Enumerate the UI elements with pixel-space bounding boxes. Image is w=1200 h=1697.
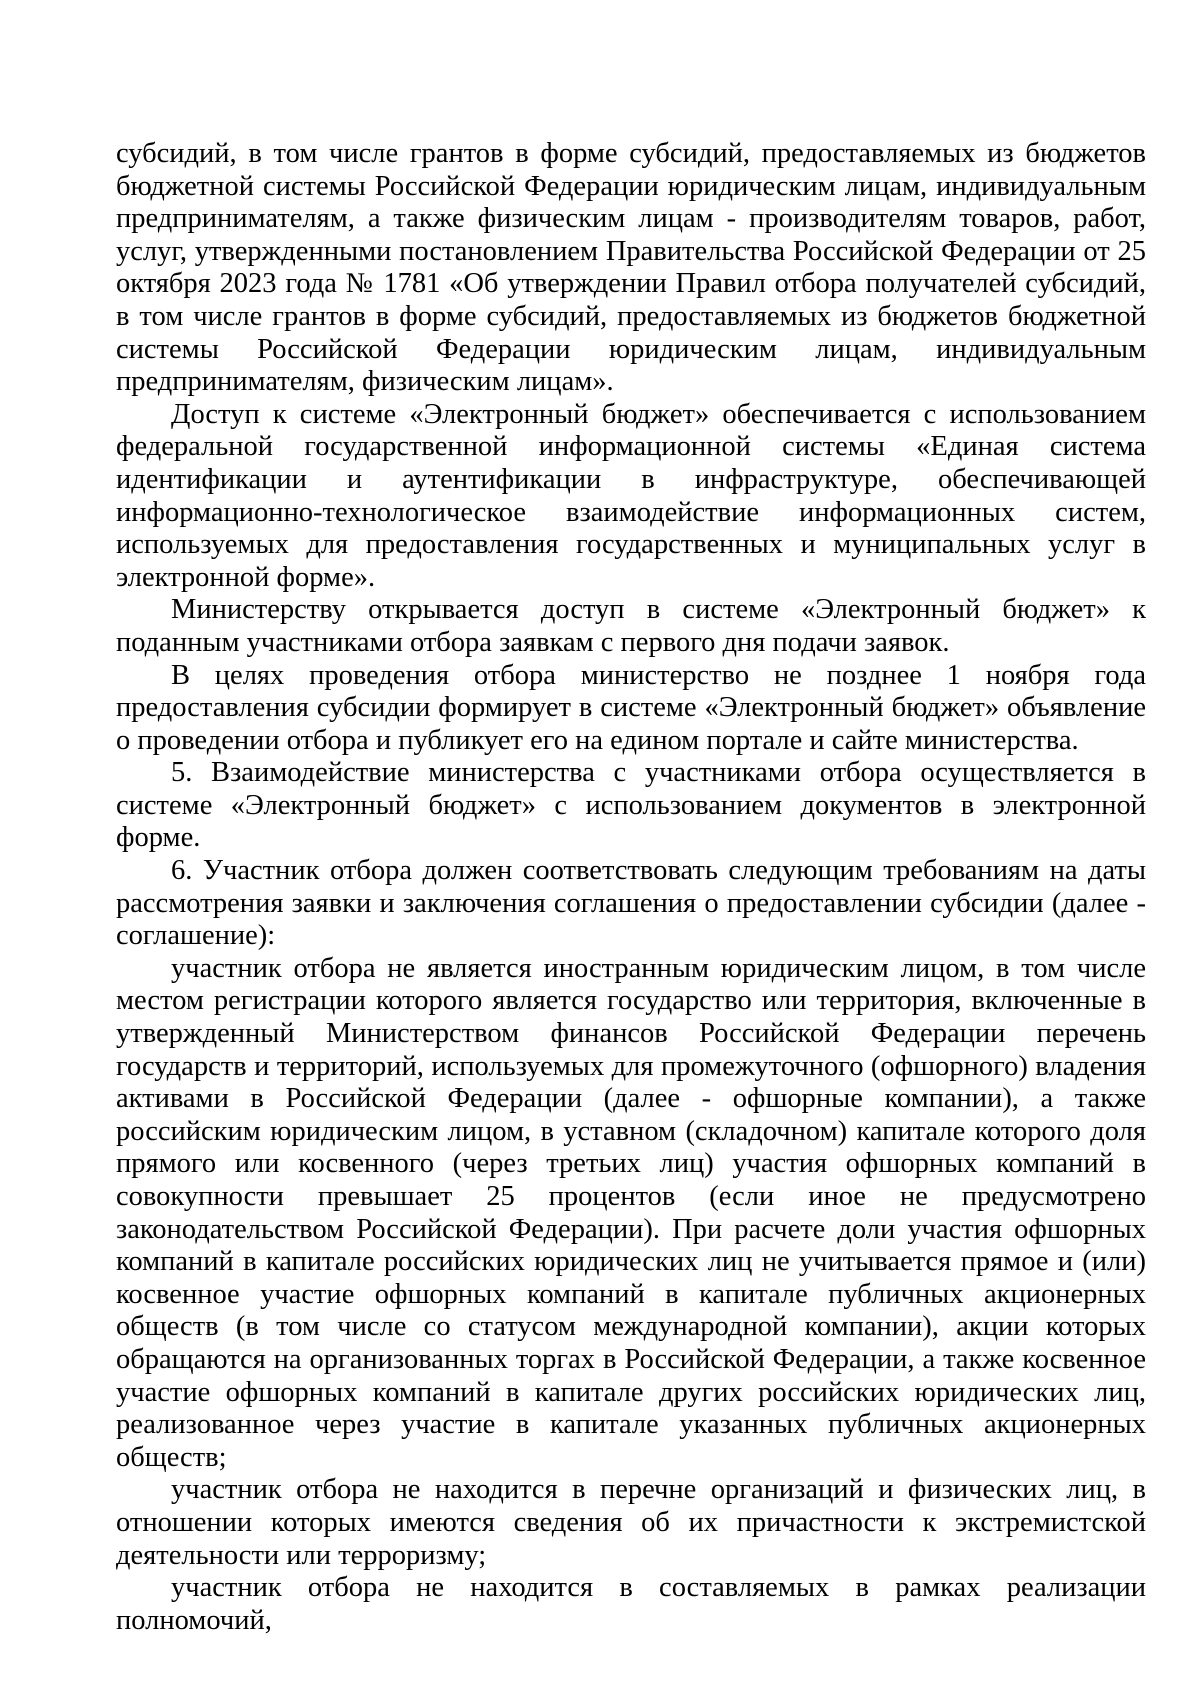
paragraph-continuation: субсидий, в том числе грантов в форме субсидий, предоставляемых из бюджетов бюджетной системы Российской Федерации юридическим лицам, индивидуальным предпринимателям, а также физическим лицам - производителям товаров, работ, услуг, утвержденными постановлением Правительства Российской Федерации от 25 октября 2023 года № 1781 «Об утверждении Правил отбора получателей субсидий, в том числе грантов в форме субсидий, предоставляемых из бюджетов бюджетной системы Российской Федерации юридическим лицам, индивидуальным предпринимателям, физическим лицам». (116, 138, 1146, 398)
paragraph-requirement-extremism: участник отбора не находится в перечне организаций и физических лиц, в отношении которых имеются сведения об их причастности к экстремистской деятельности или терроризму; (116, 1474, 1146, 1571)
paragraph-ministry-access: Министерству открывается доступ в системе «Электронный бюджет» к поданным участниками отбора заявкам с первого дня подачи заявок. (116, 594, 1146, 658)
paragraph-requirement-offshore: участник отбора не является иностранным юридическим лицом, в том числе местом регистрации которого является государство или территория, включенные в утвержденный Министерством финансов Российской Федерации перечень государств и территорий, используемых для промежуточного (офшорного) владения активами в Российской Федерации (далее - офшорные компании), а также российским юридическим лицом, в уставном (складочном) капитале которого доля прямого или косвенного (через третьих лиц) участия офшорных компаний в совокупности превышает 25 процентов (если иное не предусмотрено законодательством Российской Федерации). При расчете доли участия офшорных компаний в капитале российских юридических лиц не учитывается прямое и (или) косвенное участие офшорных компаний в капитале публичных акционерных обществ (в том числе со статусом международной компании), акции которых обращаются на организованных торгах в Российской Федерации, а также косвенное участие офшорных компаний в капитале других российских юридических лиц, реализованное через участие в капитале указанных публичных акционерных обществ; (116, 952, 1146, 1473)
document-page (116, 138, 1146, 1637)
paragraph-system-access: Доступ к системе «Электронный бюджет» обеспечивается с использованием федеральной государственной информационной системы «Единая система идентификации и аутентификации в инфраструктуре, обеспечивающей информационно-технологическое взаимодействие информационных систем, используемых для предоставления государственных и муниципальных услуг в электронной форме». (116, 398, 1146, 593)
paragraph-announcement: В целях проведения отбора министерство не позднее 1 ноября года предоставления субсидии формирует в системе «Электронный бюджет» объявление о проведении отбора и публикует его на едином портале и сайте министерства. (116, 659, 1146, 756)
paragraph-item-6: 6. Участник отбора должен соответствовать следующим требованиям на даты рассмотрения заявки и заключения соглашения о предоставлении субсидии (далее - соглашение): (116, 855, 1146, 952)
paragraph-requirement-lists: участник отбора не находится в составляемых в рамках реализации полномочий, (116, 1572, 1146, 1636)
paragraph-item-5: 5. Взаимодействие министерства с участниками отбора осуществляется в системе «Электронный бюджет» с использованием документов в электронной форме. (116, 757, 1146, 854)
